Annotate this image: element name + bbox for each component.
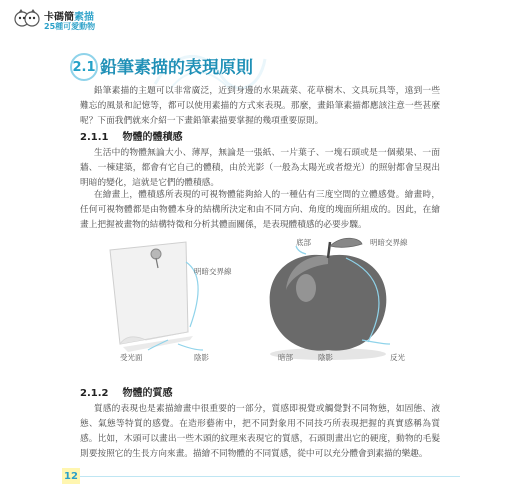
- section-number-badge: 2.1: [70, 53, 98, 81]
- label-paper-shadow: 陰影: [194, 353, 209, 362]
- illustration-figure: [98, 232, 438, 362]
- label-apple-base: 底部: [296, 238, 311, 247]
- mascot-logo-icon: [14, 8, 40, 30]
- label-paper-terminator: 明暗交界線: [194, 267, 232, 276]
- book-header: [14, 6, 104, 34]
- subsection-heading-texture: [80, 384, 172, 399]
- subsection-title: 物體的體積感: [122, 132, 183, 143]
- paper-illustration: [98, 232, 438, 362]
- brand-prefix: 卡碼簡: [44, 12, 74, 23]
- section-title: 鉛筆素描的表現原則: [100, 58, 253, 78]
- label-apple-reflect: 反光: [390, 353, 405, 362]
- apple-illustration: [270, 238, 390, 360]
- brand-suffix: 素描: [74, 12, 94, 23]
- pushpin-icon: [151, 249, 161, 259]
- label-apple-dark: 暗部: [278, 353, 293, 362]
- volume-paragraph-1: 生活中的物體無論大小、薄厚，無論是一張紙、一片葉子、一塊石頭或是一個蘋果、一面牆、一棟建築，都會有它自己的體積，由於光影（一般為太陽光或者燈光）的照射都會呈現出明暗的變化，這就是它們的體積感。: [80, 148, 440, 188]
- label-apple-shadow: 陰影: [318, 353, 333, 362]
- subsection-number: 2.1.1: [80, 132, 109, 143]
- label-apple-terminator: 明暗交界線: [370, 238, 408, 247]
- subsection-heading-volume: [80, 128, 182, 143]
- subsection-title: 物體的質感: [122, 388, 173, 399]
- label-paper-lit: 受光面: [120, 353, 143, 362]
- footer-rule: [80, 476, 460, 477]
- texture-paragraph: 質感的表現也是素描繪畫中很重要的一部分，質感即視覺或觸覺對不同物態，如固態、液態、氣態等特質的感覺。在造形藝術中，把不同對象用不同技巧所表現把握的真實感稱為質感。比如，木頭可以畫出一些木頭的紋理來表現它的質感，石頭則畫出它的硬度，動物的毛髮則要按照它的生長方向來畫。描繪不同物體的不同質感，從中可以充分體會到素描的樂趣。: [80, 404, 440, 459]
- brand-subtitle: 25種可愛動物: [44, 22, 96, 31]
- volume-paragraph-2: 在繪畫上，體積感所表現的可視物體能夠給人的一種佔有三度空間的立體感覺。繪畫時，任何可視物體都是由物體本身的結構所決定和由不同方向、角度的塊面所組成的。因此，在繪畫上把握被畫物的結構特徵和分析其體面關係，是表現體積感的必要步驟。: [80, 190, 440, 230]
- page-number: 12: [62, 468, 80, 484]
- subsection-number: 2.1.2: [80, 388, 109, 399]
- intro-paragraph: 鉛筆素描的主題可以非常廣泛，近到身邊的水果蔬菜、花草樹木、文具玩具等，遠到一些難忘的風景和記憶等，都可以使用素描的方式來表現。那麼，畫鉛筆素描都應該注意一些甚麼呢？下面我們就來介紹一下畫鉛筆素描要掌握的幾項重要原則。: [80, 86, 440, 126]
